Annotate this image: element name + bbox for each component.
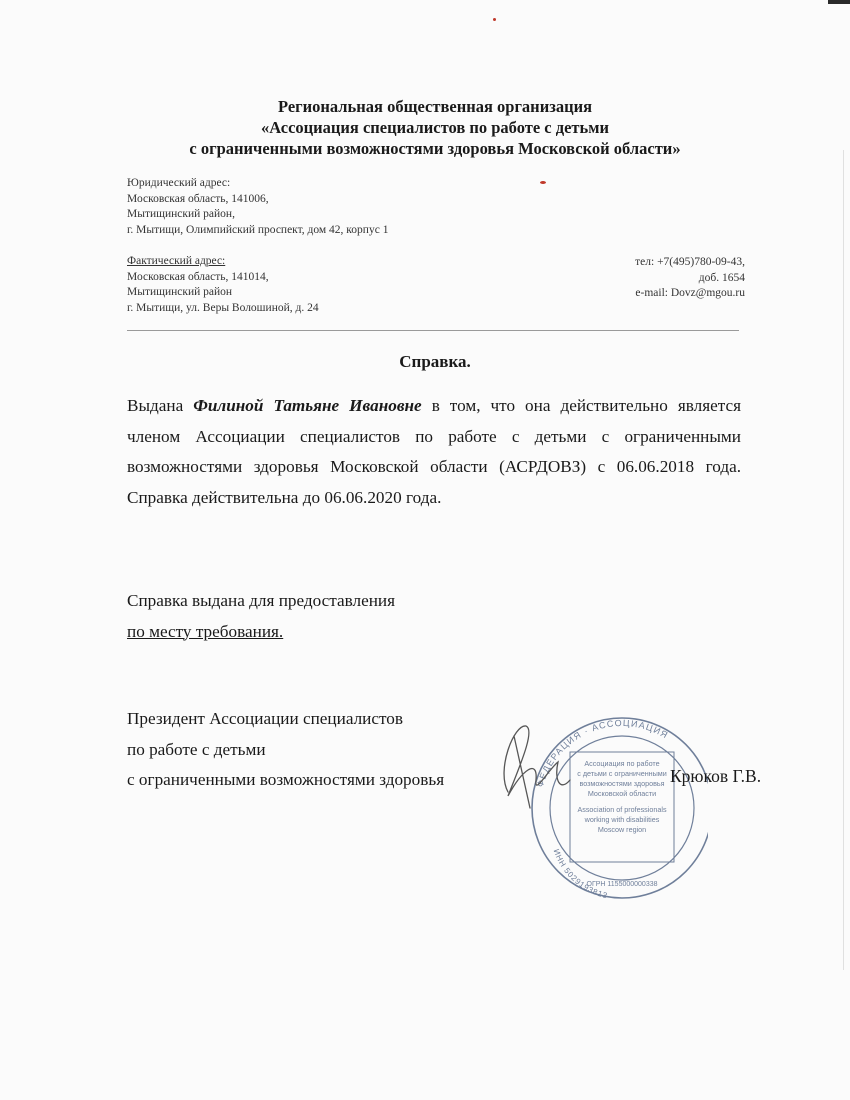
stamp-center-en-3: Moscow region <box>597 825 647 834</box>
stamp-center-en-1: Association of professionals <box>577 805 667 814</box>
stamp-center-en-2: working with disabilities <box>584 815 660 824</box>
actual-address-label: Фактический адрес: <box>127 255 226 267</box>
ink-speck <box>493 18 496 21</box>
stamp-center-ru-3: возможностями здоровья <box>579 779 665 788</box>
signatory-title <box>127 704 444 796</box>
org-line-3: с ограниченными возможностями здоровья Московской области» <box>189 139 681 158</box>
stamp-center-ru-1: Ассоциация по работе <box>584 759 660 768</box>
stamp-ring-text-bottom: ИНН 5029193813 <box>551 847 609 900</box>
legal-address-line-2: Мытищинский район, <box>127 208 235 220</box>
actual-address-block <box>127 254 319 316</box>
contacts-block <box>635 255 745 302</box>
certificate-body <box>127 391 741 513</box>
document-title: Справка. <box>399 352 471 371</box>
phone-extension: доб. 1654 <box>698 271 745 284</box>
legal-address-block <box>127 176 388 238</box>
scan-edge-line <box>843 150 844 970</box>
body-line-1 <box>127 391 741 422</box>
organization-header <box>0 96 850 159</box>
actual-address-line-3: г. Мытищи, ул. Веры Волошиной, д. 24 <box>127 301 319 314</box>
purpose-block <box>127 586 395 647</box>
body-line-3: возможностями здоровья Московской области (АСРДОВЗ) с 06.06.2018 года. <box>127 457 741 476</box>
header-divider <box>127 330 739 331</box>
recipient-name: Филиной Татьяне Ивановне <box>193 396 422 415</box>
purpose-line-1: Справка выдана для предоставления <box>127 591 396 610</box>
org-line-2: «Ассоциация специалистов по работе с детьми <box>260 118 609 137</box>
legal-address-label: Юридический адрес: <box>127 177 231 189</box>
signatory-line-1: Президент Ассоциации специалистов <box>127 709 403 728</box>
org-line-1: Региональная общественная организация <box>277 97 593 116</box>
phone: тел: +7(495)780-09-43, <box>635 256 745 268</box>
signatory-line-2: по работе с детьми <box>127 739 266 759</box>
actual-address-line-1: Московская область, 141014, <box>127 270 269 283</box>
body-line-2: членом Ассоциации специалистов по работе с детьми с ограниченными <box>127 426 741 446</box>
legal-address-line-3: г. Мытищи, Олимпийский проспект, дом 42, корпус 1 <box>127 223 389 236</box>
stamp-ogrn: ОГРН 1155000000338 <box>586 881 658 888</box>
validity-line: Справка действительна до 06.06.2020 года. <box>127 487 442 507</box>
body-line-1-rest: в том, что она действительно является <box>431 396 741 415</box>
stamp-center-ru-4: Московской области <box>587 789 657 798</box>
purpose-line-2: по месту требования. <box>127 621 284 641</box>
signatory-line-3: с ограниченными возможностями здоровья <box>127 770 445 789</box>
email: e-mail: Dovz@mgou.ru <box>635 287 745 299</box>
signer-name: Крюков Г.В. <box>670 766 762 786</box>
scan-edge-mark <box>828 0 850 4</box>
legal-address-line-1: Московская область, 141006, <box>127 192 269 205</box>
stamp-center-ru-2: с детьми с ограниченными <box>577 769 667 778</box>
ink-speck <box>540 181 546 184</box>
handwritten-signature <box>504 726 570 808</box>
issued-to-prefix: Выдана <box>127 396 184 415</box>
official-stamp <box>478 700 708 900</box>
stamp-ring-text-top: ФЕДЕРАЦИЯ · АССОЦИАЦИЯ <box>534 717 671 789</box>
actual-address-line-2: Мытищинский район <box>127 286 233 298</box>
